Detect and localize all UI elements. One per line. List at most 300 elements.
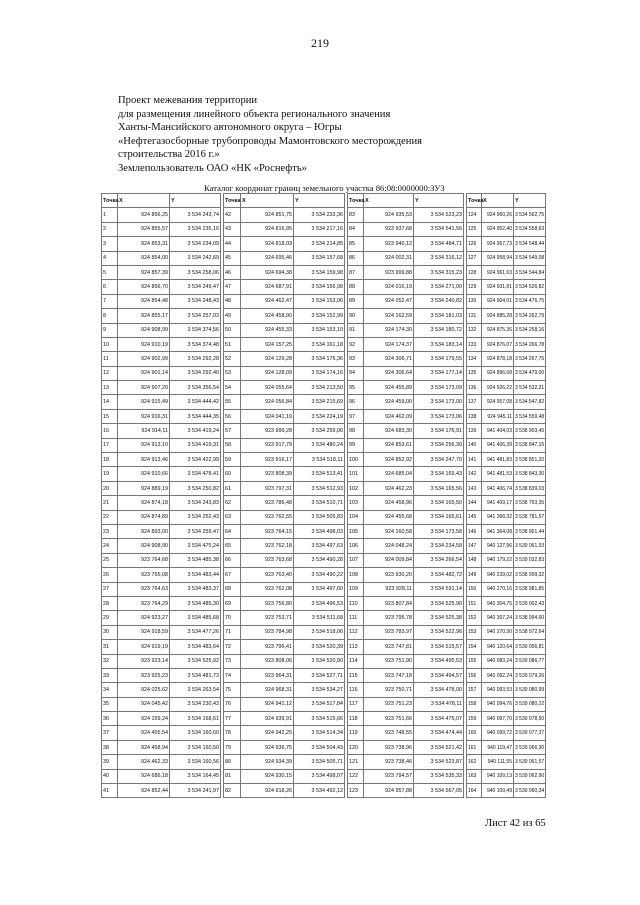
point-number-cell: 157 — [467, 683, 482, 697]
point-number-cell: 36 — [102, 712, 118, 726]
x-coordinate-cell: 923 750,71 — [364, 683, 414, 697]
point-number-cell: 30 — [102, 625, 118, 639]
table-row — [467, 524, 546, 538]
catalog-caption: Каталог координат границ земельного участка 86:08:0000000:ЗУ3 — [204, 183, 445, 193]
x-coordinate-cell: 923 807,84 — [364, 596, 414, 610]
table-row — [224, 352, 345, 366]
point-number-cell: 98 — [348, 424, 364, 438]
y-coordinate-cell: 3 534 169,43 — [414, 467, 464, 481]
x-coordinate-cell: 924 913,10 — [118, 438, 170, 452]
table-row — [348, 395, 464, 409]
point-number-cell: 37 — [102, 726, 118, 740]
header-line: Ханты-Мансийского автономного округа – Югры — [118, 122, 342, 134]
y-coordinate-cell: 3 534 224,19 — [294, 409, 345, 423]
x-coordinate-cell: 924 957,88 — [364, 784, 414, 798]
x-coordinate-cell: 923 751,23 — [364, 697, 414, 711]
x-coordinate-cell: 924 913,46 — [118, 453, 170, 467]
point-number-cell: 97 — [348, 409, 364, 423]
table-row — [348, 524, 464, 538]
x-coordinate-cell: 940 093,53 — [482, 683, 514, 697]
y-coordinate-cell: 3 534 165,56 — [414, 481, 464, 495]
point-number-cell: 19 — [102, 467, 118, 481]
x-coordinate-cell: 924 855,57 — [118, 222, 170, 236]
point-number-cell: 143 — [467, 481, 482, 495]
table-row — [224, 640, 345, 654]
x-coordinate-cell: 940 109,13 — [482, 769, 514, 783]
y-coordinate-cell: 3 534 173,00 — [414, 395, 464, 409]
point-number-cell: 119 — [348, 726, 364, 740]
point-number-cell: 48 — [224, 294, 241, 308]
table-row — [348, 683, 464, 697]
table-row — [467, 668, 546, 682]
table-row — [102, 467, 221, 481]
point-number-cell: 135 — [467, 366, 482, 380]
x-coordinate-cell: 924 462,23 — [364, 481, 414, 495]
point-number-cell: 78 — [224, 726, 241, 740]
table-row — [467, 553, 546, 567]
y-coordinate-cell: 3 534 242,69 — [170, 251, 221, 265]
y-coordinate-cell: 3 534 159,98 — [294, 265, 345, 279]
point-number-cell: 142 — [467, 467, 482, 481]
table-row — [467, 539, 546, 553]
table-row — [102, 769, 221, 783]
x-coordinate-cell: 924 957,73 — [482, 237, 514, 251]
point-number-cell: 162 — [467, 755, 482, 769]
y-coordinate-cell: 3 534 495,53 — [414, 654, 464, 668]
y-coordinate-cell: 3 534 168,61 — [170, 712, 221, 726]
point-number-cell: 58 — [224, 438, 241, 452]
table-row — [348, 237, 464, 251]
x-coordinate-cell: 924 686,18 — [118, 769, 170, 783]
point-number-cell: 44 — [224, 237, 241, 251]
point-number-cell: 120 — [348, 740, 364, 754]
point-number-cell: 115 — [348, 668, 364, 682]
point-number-cell: 20 — [102, 481, 118, 495]
y-coordinate-cell: 3 534 485,68 — [170, 611, 221, 625]
x-column-header: X — [364, 194, 414, 208]
table-row — [102, 524, 221, 538]
point-number-cell: 71 — [224, 625, 241, 639]
x-coordinate-cell: 923 751,90 — [364, 654, 414, 668]
table-row — [102, 424, 221, 438]
table-row — [348, 496, 464, 510]
y-coordinate-cell: 3 539 002,43 — [514, 596, 546, 610]
table-header-row — [224, 194, 345, 208]
x-coordinate-cell: 924 968,31 — [241, 683, 294, 697]
y-coordinate-cell: 3 534 526,82 — [514, 280, 546, 294]
table-row — [224, 323, 345, 337]
x-coordinate-cell: 923 748,55 — [364, 726, 414, 740]
point-number-cell: 49 — [224, 309, 241, 323]
x-coordinate-cell: 923 964,31 — [241, 668, 294, 682]
x-coordinate-cell: 940 239,02 — [482, 568, 514, 582]
table-row — [224, 539, 345, 553]
table-row — [224, 395, 345, 409]
table-row — [348, 611, 464, 625]
y-coordinate-cell: 3 534 518,11 — [294, 453, 345, 467]
x-coordinate-cell: 924 025,62 — [118, 683, 170, 697]
y-coordinate-cell: 3 534 567,05 — [414, 784, 464, 798]
y-coordinate-cell: 3 534 160,60 — [170, 726, 221, 740]
y-coordinate-cell: 3 534 422,99 — [170, 453, 221, 467]
table-row — [467, 755, 546, 769]
table-row — [348, 539, 464, 553]
y-coordinate-cell: 3 534 217,16 — [294, 222, 345, 236]
x-coordinate-cell: 923 925,23 — [118, 668, 170, 682]
point-number-cell: 84 — [348, 222, 364, 236]
y-coordinate-cell: 3 534 152,99 — [294, 309, 345, 323]
point-number-cell: 8 — [102, 309, 118, 323]
y-coordinate-cell: 3 534 157,68 — [294, 251, 345, 265]
point-number-cell: 7 — [102, 294, 118, 308]
x-coordinate-cell: 923 795,78 — [364, 611, 414, 625]
x-coordinate-cell: 924 885,28 — [482, 309, 514, 323]
y-coordinate-cell: 3 534 505,71 — [294, 755, 345, 769]
table-row — [348, 265, 464, 279]
table-row — [348, 208, 464, 222]
x-coordinate-cell: 924 931,81 — [482, 280, 514, 294]
point-number-cell: 161 — [467, 740, 482, 754]
point-number-cell: 81 — [224, 769, 241, 783]
table-row — [348, 740, 464, 754]
x-coordinate-cell: 924 910,66 — [118, 467, 170, 481]
y-coordinate-cell: 3 534 525,90 — [414, 596, 464, 610]
point-number-cell: 144 — [467, 496, 482, 510]
point-number-cell: 99 — [348, 438, 364, 452]
point-number-cell: 114 — [348, 654, 364, 668]
x-coordinate-cell: 923 937,68 — [364, 222, 414, 236]
x-coordinate-cell: 923 999,88 — [364, 265, 414, 279]
x-coordinate-cell: 941 364,08 — [482, 524, 514, 538]
table-row — [348, 726, 464, 740]
x-coordinate-cell: 924 048,24 — [364, 539, 414, 553]
x-coordinate-cell: 924 159,24 — [118, 712, 170, 726]
point-number-cell: 83 — [348, 208, 364, 222]
y-coordinate-cell: 3 534 247,70 — [414, 453, 464, 467]
table-row — [224, 337, 345, 351]
y-coordinate-cell: 3 534 534,27 — [294, 683, 345, 697]
y-coordinate-cell: 3 534 374,48 — [170, 337, 221, 351]
sheet-footer: Лист 42 из 65 — [485, 818, 546, 829]
table-row — [348, 251, 464, 265]
y-coordinate-cell: 3 534 262,79 — [514, 309, 546, 323]
table-row — [102, 381, 221, 395]
point-number-cell: 134 — [467, 352, 482, 366]
point-number-cell: 77 — [224, 712, 241, 726]
x-coordinate-cell: 924 816,95 — [241, 222, 294, 236]
x-coordinate-cell: 924 874,89 — [118, 510, 170, 524]
x-coordinate-cell: 923 930,20 — [364, 568, 414, 582]
x-column-header: X — [482, 194, 514, 208]
x-coordinate-cell: 924 683,30 — [364, 424, 414, 438]
x-coordinate-cell: 941 406,39 — [482, 438, 514, 452]
y-coordinate-cell: 3 534 248,43 — [170, 294, 221, 308]
document-header — [118, 94, 518, 176]
table-row — [102, 726, 221, 740]
y-coordinate-cell: 3 534 497,60 — [294, 582, 345, 596]
table-row — [224, 611, 345, 625]
x-coordinate-cell: 924 160,58 — [364, 524, 414, 538]
table-row — [467, 280, 546, 294]
table-row — [102, 309, 221, 323]
table-row — [467, 208, 546, 222]
point-number-cell: 160 — [467, 726, 482, 740]
x-coordinate-cell: 924 818,03 — [241, 237, 294, 251]
x-coordinate-cell: 941 404,03 — [482, 424, 514, 438]
table-row — [102, 280, 221, 294]
table-row — [348, 769, 464, 783]
x-coordinate-cell: 940 127,96 — [482, 539, 514, 553]
y-coordinate-cell: 3 534 176,36 — [294, 352, 345, 366]
y-column-header: Y — [514, 194, 546, 208]
y-coordinate-cell: 3 534 267,75 — [514, 352, 546, 366]
point-number-cell: 50 — [224, 323, 241, 337]
table-row — [102, 481, 221, 495]
x-coordinate-cell: 923 999,28 — [241, 424, 294, 438]
x-coordinate-cell: 924 918,59 — [118, 625, 170, 639]
y-coordinate-cell: 3 534 243,83 — [170, 496, 221, 510]
y-coordinate-cell: 3 534 504,43 — [294, 740, 345, 754]
y-coordinate-cell: 3 534 510,71 — [294, 496, 345, 510]
y-coordinate-cell: 3 534 476,75 — [514, 294, 546, 308]
x-coordinate-cell: 924 455,68 — [364, 510, 414, 524]
y-coordinate-cell: 3 534 521,42 — [414, 740, 464, 754]
table-row — [467, 582, 546, 596]
y-coordinate-cell: 3 534 215,69 — [294, 395, 345, 409]
table-row — [224, 309, 345, 323]
point-number-cell: 132 — [467, 323, 482, 337]
x-coordinate-cell: 940 270,30 — [482, 625, 514, 639]
point-number-cell: 73 — [224, 654, 241, 668]
y-coordinate-cell: 3 534 522,96 — [414, 625, 464, 639]
y-coordinate-cell: 3 534 240,82 — [414, 294, 464, 308]
table-row — [348, 424, 464, 438]
x-coordinate-cell: 924 904,01 — [482, 294, 514, 308]
point-number-cell: 105 — [348, 524, 364, 538]
point-number-cell: 9 — [102, 323, 118, 337]
table-row — [348, 510, 464, 524]
y-coordinate-cell: 3 534 520,90 — [294, 654, 345, 668]
x-coordinate-cell: 940 097,70 — [482, 712, 514, 726]
table-row — [224, 496, 345, 510]
x-coordinate-cell: 940 179,22 — [482, 553, 514, 567]
point-number-cell: 15 — [102, 409, 118, 423]
table-row — [467, 453, 546, 467]
table-row — [102, 784, 221, 798]
point-number-cell: 75 — [224, 683, 241, 697]
x-coordinate-cell: 924 462,33 — [118, 755, 170, 769]
point-number-cell: 42 — [224, 208, 241, 222]
table-row — [467, 640, 546, 654]
table-row — [348, 697, 464, 711]
y-coordinate-cell: 3 534 525,92 — [170, 654, 221, 668]
table-row — [102, 625, 221, 639]
table-row — [102, 668, 221, 682]
y-coordinate-cell: 3 534 258,06 — [170, 265, 221, 279]
y-coordinate-cell: 3 534 544,84 — [514, 265, 546, 279]
table-row — [224, 582, 345, 596]
x-coordinate-cell: 923 784,98 — [241, 625, 294, 639]
table-row — [348, 409, 464, 423]
x-coordinate-cell: 924 907,20 — [118, 381, 170, 395]
y-coordinate-cell: 3 534 214,85 — [294, 237, 345, 251]
table-row — [467, 697, 546, 711]
point-number-cell: 41 — [102, 784, 118, 798]
table-row — [348, 352, 464, 366]
y-coordinate-cell: 3 534 258,16 — [514, 323, 546, 337]
point-number-cell: 102 — [348, 481, 364, 495]
table-row — [102, 294, 221, 308]
table-row — [224, 366, 345, 380]
x-coordinate-cell: 924 857,39 — [118, 265, 170, 279]
x-coordinate-cell: 924 455,33 — [241, 323, 294, 337]
table-row — [467, 568, 546, 582]
point-number-cell: 16 — [102, 424, 118, 438]
table-row — [224, 697, 345, 711]
y-coordinate-cell: 3 534 513,41 — [294, 467, 345, 481]
point-number-cell: 10 — [102, 337, 118, 351]
x-coordinate-cell: 924 853,61 — [364, 438, 414, 452]
point-number-cell: 68 — [224, 582, 241, 596]
table-row — [102, 496, 221, 510]
x-coordinate-cell: 923 762,08 — [241, 582, 294, 596]
table-row — [224, 726, 345, 740]
point-number-cell: 11 — [102, 352, 118, 366]
point-number-cell: 55 — [224, 395, 241, 409]
coordinates-table — [347, 193, 464, 798]
table-row — [467, 366, 546, 380]
point-number-cell: 43 — [224, 222, 241, 236]
point-number-cell: 127 — [467, 251, 482, 265]
x-column-header: X — [118, 194, 170, 208]
y-coordinate-cell: 3 534 478,41 — [170, 467, 221, 481]
y-coordinate-cell: 3 539 066,30 — [514, 740, 546, 754]
table-row — [348, 625, 464, 639]
point-number-cell: 39 — [102, 755, 118, 769]
x-coordinate-cell: 941 481,53 — [482, 467, 514, 481]
y-coordinate-cell: 3 534 271,00 — [414, 280, 464, 294]
table-row — [102, 409, 221, 423]
table-row — [467, 467, 546, 481]
y-coordinate-cell: 3 539 086,77 — [514, 654, 546, 668]
x-coordinate-cell: 924 874,18 — [118, 496, 170, 510]
y-coordinate-cell: 3 534 256,30 — [414, 438, 464, 452]
table-row — [467, 265, 546, 279]
y-coordinate-cell: 3 534 444,42 — [170, 395, 221, 409]
point-column-header: Точка — [102, 194, 118, 208]
point-number-cell: 64 — [224, 524, 241, 538]
y-column-header: Y — [170, 194, 221, 208]
table-row — [224, 453, 345, 467]
point-number-cell: 100 — [348, 453, 364, 467]
x-coordinate-cell: 924 915,49 — [118, 395, 170, 409]
point-number-cell: 156 — [467, 668, 482, 682]
table-row — [467, 784, 546, 798]
x-coordinate-cell: 924 128,09 — [241, 366, 294, 380]
x-coordinate-cell: 924 854,48 — [118, 294, 170, 308]
table-row — [224, 481, 345, 495]
y-coordinate-cell: 3 534 541,56 — [414, 222, 464, 236]
table-row — [467, 395, 546, 409]
x-coordinate-cell: 924 306,64 — [364, 366, 414, 380]
x-coordinate-cell: 924 896,68 — [482, 366, 514, 380]
table-row — [102, 337, 221, 351]
point-number-cell: 128 — [467, 265, 482, 279]
y-coordinate-cell: 3 534 497,63 — [294, 539, 345, 553]
x-coordinate-cell: 924 875,36 — [482, 323, 514, 337]
point-number-cell: 60 — [224, 467, 241, 481]
point-column-header: Точка — [467, 194, 482, 208]
y-coordinate-cell: 3 538 843,30 — [514, 467, 546, 481]
point-number-cell: 151 — [467, 596, 482, 610]
table-row — [348, 366, 464, 380]
x-coordinate-cell: 924 914,11 — [118, 424, 170, 438]
table-row — [348, 481, 464, 495]
x-coordinate-cell: 924 056,84 — [241, 395, 294, 409]
page-number: 219 — [311, 36, 329, 50]
point-number-cell: 89 — [348, 294, 364, 308]
y-coordinate-cell: 3 534 483,64 — [170, 640, 221, 654]
y-coordinate-cell: 3 534 547,82 — [514, 395, 546, 409]
x-coordinate-cell: 924 930,15 — [241, 769, 294, 783]
point-number-cell: 164 — [467, 784, 482, 798]
table-row — [348, 553, 464, 567]
point-number-cell: 150 — [467, 582, 482, 596]
table-row — [224, 625, 345, 639]
table-row — [224, 740, 345, 754]
table-row — [224, 510, 345, 524]
table-row — [467, 740, 546, 754]
x-coordinate-cell: 924 961,63 — [482, 265, 514, 279]
table-row — [102, 395, 221, 409]
point-number-cell: 85 — [348, 237, 364, 251]
y-coordinate-cell: 3 534 266,54 — [414, 553, 464, 567]
point-number-cell: 149 — [467, 568, 482, 582]
point-number-cell: 139 — [467, 424, 482, 438]
table-row — [467, 683, 546, 697]
point-number-cell: 104 — [348, 510, 364, 524]
y-coordinate-cell: 3 534 490,28 — [294, 553, 345, 567]
point-number-cell: 112 — [348, 625, 364, 639]
y-column-header: Y — [294, 194, 345, 208]
point-number-cell: 74 — [224, 668, 241, 682]
y-coordinate-cell: 3 534 492,12 — [294, 784, 345, 798]
point-number-cell: 51 — [224, 337, 241, 351]
x-column-header: X — [241, 194, 294, 208]
x-coordinate-cell: 940 109,49 — [482, 784, 514, 798]
y-coordinate-cell: 3 534 153,06 — [294, 294, 345, 308]
point-number-cell: 32 — [102, 654, 118, 668]
coordinates-tables — [101, 193, 545, 794]
table-row — [467, 611, 546, 625]
x-coordinate-cell: 924 893,00 — [118, 524, 170, 538]
y-coordinate-cell: 3 534 292,28 — [170, 352, 221, 366]
x-coordinate-cell: 923 765,08 — [118, 568, 170, 582]
x-coordinate-cell: 924 695,46 — [241, 251, 294, 265]
point-number-cell: 130 — [467, 294, 482, 308]
x-coordinate-cell: 924 045,42 — [118, 697, 170, 711]
table-row — [102, 568, 221, 582]
table-row — [348, 381, 464, 395]
x-coordinate-cell: 924 856,25 — [118, 208, 170, 222]
y-coordinate-cell: 3 534 498,03 — [294, 524, 345, 538]
point-number-cell: 26 — [102, 568, 118, 582]
x-coordinate-cell: 923 753,71 — [241, 611, 294, 625]
table-row — [102, 611, 221, 625]
y-coordinate-cell: 3 534 475,24 — [170, 539, 221, 553]
x-coordinate-cell: 924 055,64 — [241, 381, 294, 395]
table-row — [224, 467, 345, 481]
